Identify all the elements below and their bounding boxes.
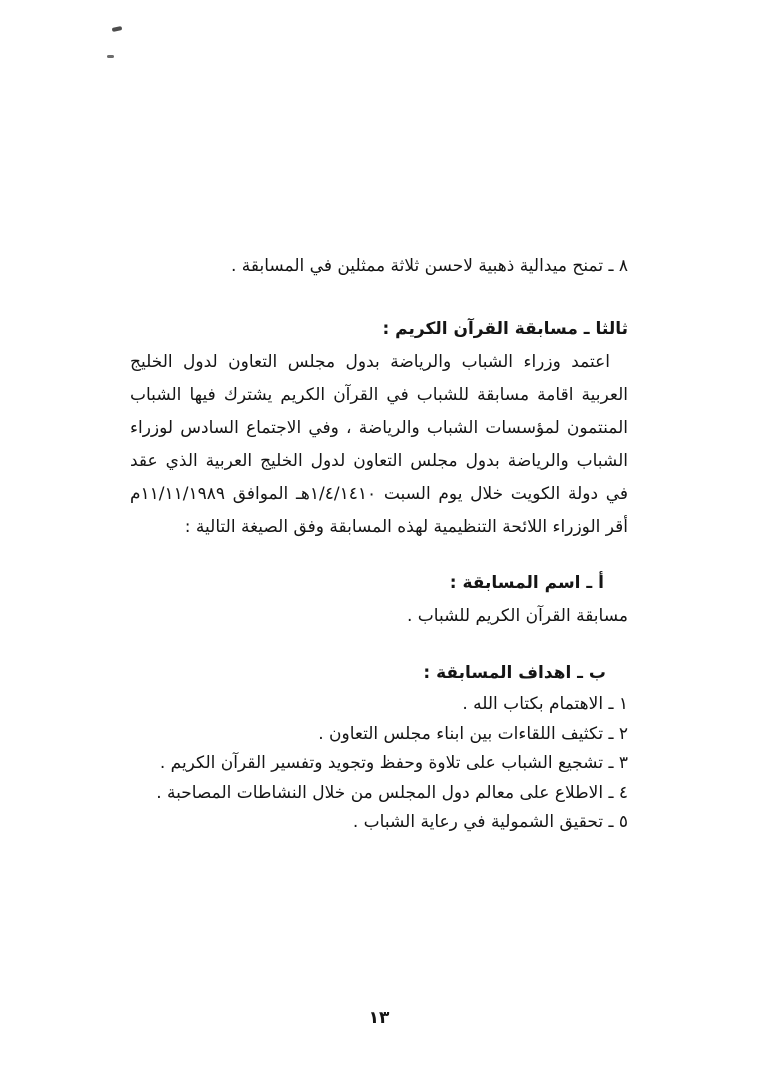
section-a-heading: أ ـ اسم المسابقة : [449, 573, 604, 593]
page-number: ١٣ [368, 1008, 390, 1028]
objective-item-4: ٤ ـ الاطلاع على معالم دول المجلس من خلال النشاطات المصاحبة . [156, 782, 628, 803]
list-item-8: ٨ ـ تمنح ميدالية ذهبية لاحسن ثلاثة ممثلين في المسابقة . [230, 256, 628, 276]
section-heading-quran-competition: ثالثا ـ مسابقة القرآن الكريم : [382, 319, 628, 339]
intro-paragraph: اعتمد وزراء الشباب والرياضة بدول مجلس التعاون لدول الخليج العربية اقامة مسابقة للشباب في القرآن الكريم يشترك فيها الشباب المنتمون لمؤسسات الشباب والرياضة ، وفي الاجتماع السادس لوزراء الشباب والرياضة بدول مجلس التعاون لدول الخليج العربية الذي عقد في دولة الكويت خلال يوم السبت ١/٤/١٤١٠هـ الموافق ١١/١١/١٩٨٩م أقر الوزراء اللائحة التنظيمية لهذه المسابقة وفق الصيغة التالية : [130, 352, 628, 537]
scan-artifact [112, 26, 123, 32]
section-a-body: مسابقة القرآن الكريم للشباب . [406, 606, 628, 626]
objective-item-2: ٢ ـ تكثيف اللقاءات بين ابناء مجلس التعاون . [318, 723, 628, 744]
page-content [130, 250, 628, 838]
objective-item-5: ٥ ـ تحقيق الشمولية في رعاية الشباب . [352, 812, 628, 832]
scan-artifact [107, 55, 114, 58]
objectives-list [130, 690, 628, 838]
section-b-heading: ب ـ اهداف المسابقة : [423, 663, 606, 683]
objective-item-3: ٣ ـ تشجيع الشباب على تلاوة وحفظ وتجويد وتفسير القرآن الكريم . [159, 753, 628, 773]
objective-item-1: ١ ـ الاهتمام بكتاب الله . [462, 694, 628, 714]
